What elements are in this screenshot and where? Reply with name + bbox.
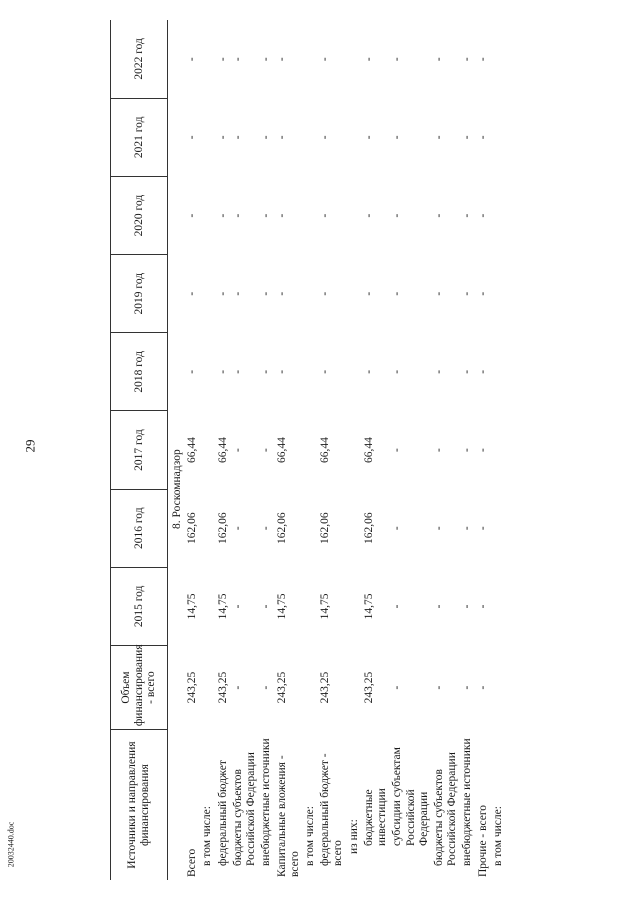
row-value: -: [260, 448, 273, 452]
row-value: -: [186, 369, 199, 374]
table-row: [200, 20, 215, 880]
row-value: -: [476, 448, 489, 452]
row-value: -: [216, 291, 229, 296]
row-value: [303, 567, 318, 645]
row-value: [491, 333, 506, 411]
table-row: [275, 20, 303, 880]
row-value: [303, 333, 318, 411]
row-label: субсидии субъектам Российской Федерации: [391, 747, 430, 846]
row-value: -: [260, 526, 273, 531]
row-value: 162,06: [186, 512, 199, 545]
row-value: -: [461, 291, 474, 296]
table-row: [390, 20, 432, 880]
row-value: 162,06: [275, 512, 288, 545]
row-value: -: [391, 57, 404, 62]
table-row: [347, 20, 362, 880]
table-row: [362, 20, 390, 880]
header-2016: 2016 год: [111, 489, 168, 567]
section-row: [168, 20, 186, 880]
row-value: -: [362, 291, 375, 296]
row-value: -: [216, 135, 229, 140]
row-value: 14,75: [319, 593, 332, 620]
row-value: 243,25: [362, 671, 375, 704]
row-value: [491, 489, 506, 567]
row-value: [303, 645, 318, 729]
table-row: [318, 20, 346, 880]
row-value: 66,44: [186, 437, 199, 463]
row-label: Прочие - всего: [476, 804, 489, 877]
row-value: -: [432, 135, 445, 140]
header-2020: 2020 год: [111, 176, 168, 254]
row-value: 66,44: [216, 437, 229, 463]
row-value: -: [231, 526, 244, 531]
row-value: [491, 176, 506, 254]
row-value: -: [231, 291, 244, 296]
row-value: -: [231, 685, 244, 690]
row-value: -: [275, 291, 288, 296]
row-value: -: [476, 291, 489, 296]
row-value: [347, 567, 362, 645]
header-2015: 2015 год: [111, 567, 168, 645]
table-row: [231, 20, 259, 880]
row-value: -: [260, 291, 273, 296]
row-value: -: [275, 369, 288, 374]
row-label: федеральный бюджет - всего: [319, 753, 345, 866]
row-value: 14,75: [216, 593, 229, 620]
row-label: бюджетные инвестиции: [362, 788, 389, 846]
table-row: [216, 20, 231, 880]
row-value: -: [186, 135, 199, 140]
row-value: [347, 411, 362, 489]
row-value: [303, 255, 318, 333]
row-value: [491, 567, 506, 645]
row-value: [347, 98, 362, 176]
row-value: -: [476, 135, 489, 140]
row-value: -: [362, 57, 375, 62]
row-value: -: [461, 135, 474, 140]
row-value: -: [476, 604, 489, 609]
row-value: 66,44: [319, 437, 332, 463]
header-2017: 2017 год: [111, 411, 168, 489]
row-value: 243,25: [216, 671, 229, 704]
row-value: -: [319, 135, 332, 140]
row-value: -: [432, 685, 445, 690]
row-value: -: [231, 135, 244, 140]
row-value: [200, 255, 215, 333]
row-value: [303, 176, 318, 254]
row-value: -: [461, 57, 474, 62]
financing-table: [110, 20, 506, 880]
row-value: [200, 411, 215, 489]
row-value: 14,75: [362, 593, 375, 620]
row-value: 14,75: [275, 593, 288, 620]
table-row: [491, 20, 506, 880]
row-value: [200, 645, 215, 729]
row-value: -: [432, 604, 445, 609]
header-sources: Источники и направления финансирования: [111, 730, 168, 880]
row-value: [491, 255, 506, 333]
row-label: Всего: [186, 848, 199, 877]
row-value: -: [260, 135, 273, 140]
row-value: [200, 489, 215, 567]
row-value: [303, 20, 318, 98]
row-label: Капитальные вложения - всего: [275, 755, 301, 877]
row-value: -: [260, 369, 273, 374]
header-total: Объем финансирования - всего: [111, 645, 168, 729]
row-value: -: [432, 369, 445, 374]
row-value: [200, 333, 215, 411]
row-value: 243,25: [186, 671, 199, 704]
row-value: -: [231, 213, 244, 218]
header-2019: 2019 год: [111, 255, 168, 333]
row-value: -: [432, 213, 445, 218]
row-value: [200, 20, 215, 98]
row-label: внебюджетные источники: [461, 738, 474, 866]
row-value: -: [476, 526, 489, 531]
row-value: 162,06: [319, 512, 332, 545]
row-value: [491, 20, 506, 98]
row-label: в том числе:: [303, 806, 316, 866]
row-value: -: [391, 685, 404, 690]
row-value: -: [391, 369, 404, 374]
row-value: -: [186, 57, 199, 62]
row-label: в том числе:: [201, 806, 214, 866]
row-value: -: [275, 57, 288, 62]
header-2021: 2021 год: [111, 98, 168, 176]
row-value: [491, 645, 506, 729]
row-label: из них:: [347, 819, 360, 854]
row-value: -: [476, 685, 489, 690]
row-label: бюджеты субъектов Российской Федерации: [231, 752, 258, 866]
row-value: [200, 176, 215, 254]
row-value: -: [391, 526, 404, 531]
row-value: 243,25: [275, 671, 288, 704]
document-id: 20032440.doc: [6, 821, 16, 868]
table-row: [460, 20, 475, 880]
row-value: -: [231, 57, 244, 62]
row-value: -: [391, 135, 404, 140]
row-value: -: [461, 369, 474, 374]
row-value: [347, 176, 362, 254]
row-value: [491, 411, 506, 489]
row-value: -: [275, 135, 288, 140]
row-value: 14,75: [186, 593, 199, 620]
row-value: [347, 255, 362, 333]
section-title: 8. Роскомнадзор: [171, 449, 183, 530]
row-value: -: [432, 57, 445, 62]
row-value: -: [432, 291, 445, 296]
row-value: 243,25: [319, 671, 332, 704]
row-value: -: [391, 448, 404, 452]
row-value: -: [319, 57, 332, 62]
row-value: 162,06: [216, 512, 229, 545]
row-value: -: [260, 685, 273, 690]
table-row: [476, 20, 491, 880]
row-value: -: [391, 604, 404, 609]
row-value: [347, 489, 362, 567]
row-value: -: [216, 213, 229, 218]
row-value: [347, 645, 362, 729]
row-value: -: [461, 213, 474, 218]
row-value: [347, 20, 362, 98]
row-value: -: [231, 604, 244, 609]
row-value: 162,06: [362, 512, 375, 545]
header-row: [111, 20, 168, 880]
table-row: [259, 20, 274, 880]
row-label: в том числе:: [491, 806, 504, 866]
row-value: -: [319, 291, 332, 296]
header-2018: 2018 год: [111, 333, 168, 411]
row-value: -: [476, 369, 489, 374]
row-value: -: [216, 369, 229, 374]
table-row: [432, 20, 460, 880]
row-value: -: [260, 57, 273, 62]
row-value: -: [461, 526, 474, 531]
row-value: -: [461, 448, 474, 452]
row-value: -: [231, 369, 244, 374]
row-value: -: [362, 135, 375, 140]
row-value: 66,44: [362, 437, 375, 463]
row-label: внебюджетные источники: [260, 738, 273, 866]
row-value: -: [231, 448, 244, 452]
row-value: 66,44: [275, 437, 288, 463]
rotated-table-container: [110, 20, 530, 880]
row-value: [200, 567, 215, 645]
row-value: -: [461, 604, 474, 609]
row-value: -: [260, 604, 273, 609]
row-value: -: [275, 213, 288, 218]
row-value: -: [476, 57, 489, 62]
row-value: -: [319, 369, 332, 374]
row-value: -: [186, 291, 199, 296]
row-value: -: [391, 291, 404, 296]
row-value: -: [391, 213, 404, 218]
row-value: [303, 489, 318, 567]
row-value: -: [319, 213, 332, 218]
table-row: [303, 20, 318, 880]
row-value: -: [461, 685, 474, 690]
row-value: [200, 98, 215, 176]
row-value: -: [362, 213, 375, 218]
row-value: -: [432, 448, 445, 452]
row-value: [303, 411, 318, 489]
row-value: [303, 98, 318, 176]
table-row: [185, 20, 200, 880]
page-number: 29: [22, 439, 38, 453]
row-label: федеральный бюджет: [216, 760, 229, 866]
row-value: -: [476, 213, 489, 218]
row-value: [491, 98, 506, 176]
header-2022: 2022 год: [111, 20, 168, 98]
row-value: -: [260, 213, 273, 218]
row-value: -: [216, 57, 229, 62]
row-label: бюджеты субъектов Российской Федерации: [432, 752, 459, 866]
row-value: -: [362, 369, 375, 374]
row-value: -: [432, 526, 445, 531]
row-value: [347, 333, 362, 411]
row-value: -: [186, 213, 199, 218]
